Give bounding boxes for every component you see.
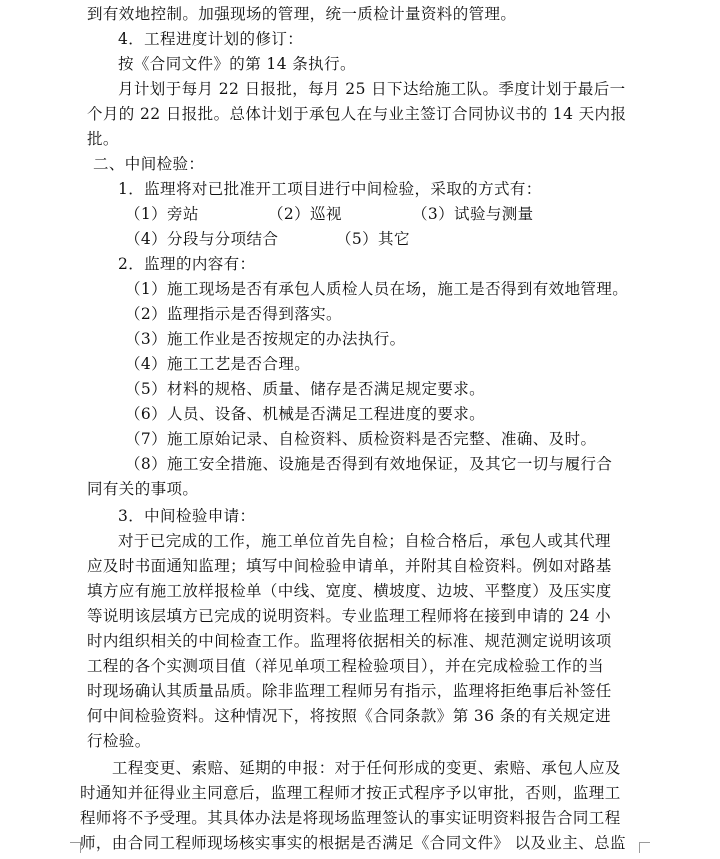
text-line: 师，由合同工程师现场核实事实的根据是否满足《合同文件》 以及业主、总监 [80, 834, 626, 852]
text-line: 同有关的事项。 [87, 480, 199, 498]
section-heading: 3．中间检验申请： [118, 507, 256, 525]
list-item: （5）材料的规格、质量、储存是否满足规定要求。 [125, 380, 486, 398]
text-line: 对于已完成的工作，施工单位首先自检；自检合格后，承包人或其代理 [118, 532, 611, 550]
text-line: 填方应有施工放样报检单（中线、宽度、横坡度、边坡、平整度）及压实度 [87, 582, 612, 600]
text-line: 按《合同文件》的第 14 条执行。 [118, 55, 356, 73]
section-heading: 1．监理将对已批准开工项目进行中间检验，采取的方式有： [118, 180, 542, 198]
text-line: 应及时书面通知监理；填写中间检验申请单，并附其自检资料。例如对路基 [87, 557, 612, 575]
text-line: 时现场确认其质量品质。除非监理工程师另有指示，监理将拒绝事后补签任 [87, 682, 612, 700]
text-line: 行检验。 [87, 732, 151, 750]
text-line: 等说明该层填方已完成的说明资料。专业监理工程师将在接到申请的 24 小 [87, 607, 612, 625]
section-heading: 2．监理的内容有： [118, 255, 256, 273]
text-line: 何中间检验资料。这种情况下，将按照《合同条款》第 36 条的有关规定进 [87, 707, 612, 725]
margin-crop-mark [70, 842, 81, 853]
section-heading: 4．工程进度计划的修订： [118, 30, 304, 48]
list-item: （4）分段与分项结合 [125, 230, 279, 248]
list-item: （7）施工原始记录、自检资料、质检资料是否完整、准确、及时。 [125, 430, 597, 448]
text-line: 程师将不予受理。其具体办法是将现场监理签认的事实证明资料报告合同工程 [80, 809, 621, 827]
text-line: 到有效地控制。加强现场的管理，统一质检计量资料的管理。 [87, 5, 517, 23]
list-item: （4）施工工艺是否合理。 [125, 355, 311, 373]
text-line: 月计划于每月 22 日报批，每月 25 日下达给施工队。季度计划于最后一 [118, 80, 626, 98]
text-line: 工程变更、索赔、延期的申报：对于任何形成的变更、索赔、承包人应及 [112, 759, 621, 777]
list-item: （1）施工现场是否有承包人质检人员在场，施工是否得到有效地管理。 [125, 280, 629, 298]
text-line: 个月的 22 日报批。总体计划于承包人在与业主签订合同协议书的 14 天内报 [87, 105, 627, 123]
list-item: （8）施工安全措施、设施是否得到有效地保证，及其它一切与履行合 [125, 455, 613, 473]
text-line: 工程的各个实测项目值（祥见单项工程检验项目），并在完成检验工作的当 [87, 657, 604, 675]
list-item: （2）巡视 [268, 205, 342, 223]
text-line: 时通知并征得业主同意后，监理工程师才按正式程序予以审批，否则，监理工 [80, 784, 621, 802]
margin-crop-mark [639, 842, 650, 853]
text-line: 时内组织相关的中间检查工作。监理将依据相关的标准、规范测定说明该项 [87, 632, 612, 650]
text-line: 批。 [87, 130, 119, 148]
section-heading: 二、中间检验： [93, 155, 205, 173]
list-item: （5）其它 [336, 230, 410, 248]
list-item: （3）施工作业是否按规定的办法执行。 [125, 330, 406, 348]
list-item: （6）人员、设备、机械是否满足工程进度的要求。 [125, 405, 486, 423]
list-item: （3）试验与测量 [412, 205, 534, 223]
list-item: （1）旁站 [125, 205, 199, 223]
list-item: （2）监理指示是否得到落实。 [125, 305, 342, 323]
